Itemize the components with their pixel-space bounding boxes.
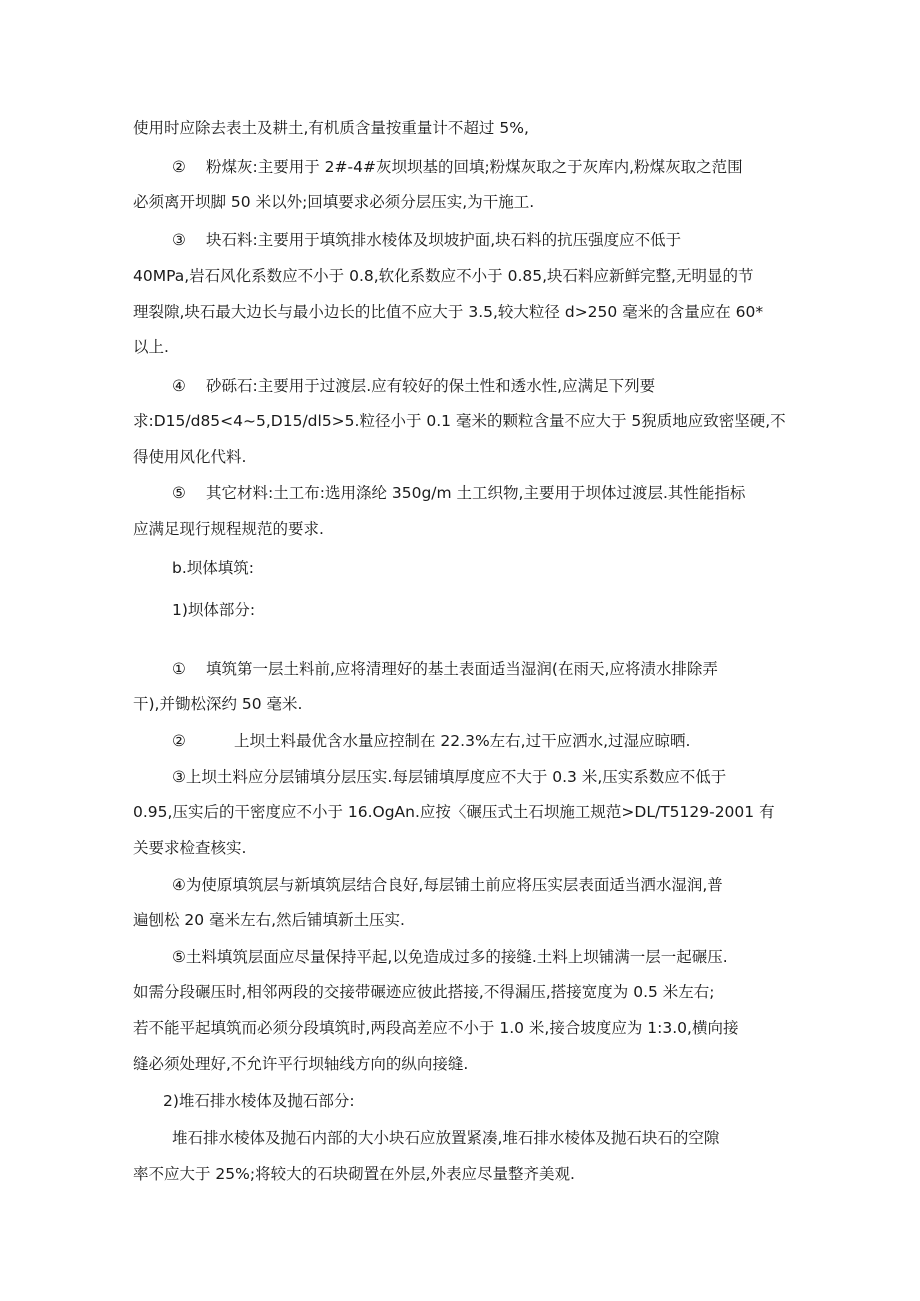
line-text: 关要求检查核实. <box>133 839 247 857</box>
line-text: 40MPa,岩石风化系数应不小于 0.8,软化系数应不小于 0.85,块石料应新鲜完整,无明显的节 <box>133 267 754 285</box>
text-line <box>133 838 246 858</box>
text-line <box>133 1054 468 1074</box>
text-line <box>133 1164 575 1184</box>
line-text: 1)坝体部分: <box>172 601 256 619</box>
line-text: 缝必须处理好,不允许平行坝轴线方向的纵向接缝. <box>133 1055 469 1073</box>
line-text: 以上. <box>133 338 169 356</box>
line-text: 理裂隙,块石最大边长与最小边长的比值不应大于 3.5,较大粒径 d>250 毫米的含量应在 60* <box>133 303 764 321</box>
line-text: 其它材料:土工布:选用涤纶 350g∕m 土工织物,主要用于坝体过渡层.其性能指标 <box>206 484 746 502</box>
text-line <box>133 1018 738 1038</box>
line-text: 块石料:主要用于填筑排水棱体及坝坡护面,块石料的抗压强度应不低于 <box>206 231 682 249</box>
line-text: 率不应大于 25%;将较大的石块砌置在外层,外表应尽量整齐美观. <box>133 1165 575 1183</box>
text-line <box>172 947 728 967</box>
text-line <box>172 659 718 679</box>
text-line <box>172 875 723 895</box>
text-line <box>133 266 753 286</box>
item-marker: ③ <box>172 231 186 249</box>
line-text: 得使用风化代料. <box>133 448 247 466</box>
line-text: ④为使原填筑层与新填筑层结合良好,每层铺土前应将压实层表面适当洒水湿润,普 <box>172 876 723 894</box>
subsection-heading <box>163 1091 355 1111</box>
subsection-heading <box>172 600 255 620</box>
line-text: 若不能平起填筑而必须分段填筑时,两段高差应不小于 1.0 米,接合坡度应为 1:3.0,横向接 <box>133 1019 739 1037</box>
line-text: 如需分段碾压时,相邻两段的交接带碾迹应彼此搭接,不得漏压,搭接宽度为 0.5 米左右; <box>133 983 715 1001</box>
text-line <box>133 118 529 138</box>
text-line <box>133 411 786 431</box>
line-text: ⑤土料填筑层面应尽量保持平起,以免造成过多的接缝.土料上坝铺满一层一起碾压. <box>172 948 728 966</box>
text-line <box>133 982 715 1002</box>
item-marker: ④ <box>172 377 186 395</box>
text-line <box>172 767 726 787</box>
line-text: 2)堆石排水棱体及抛石部分: <box>163 1092 355 1110</box>
line-text: 应满足现行规程规范的要求. <box>133 520 324 538</box>
item-marker: ⑤ <box>172 484 186 502</box>
text-line <box>133 694 302 714</box>
text-line <box>133 447 246 467</box>
text-line <box>172 230 681 250</box>
line-text: 干),并锄松深约 50 毫米. <box>133 695 303 713</box>
line-text: 必须离开坝脚 50 米以外;回填要求必须分层压实,为干施工. <box>133 193 535 211</box>
text-line <box>172 1128 719 1148</box>
text-line <box>172 157 743 177</box>
line-text: 砂砾石:主要用于过渡层.应有较好的保土性和透水性,应满足下列要 <box>206 377 656 395</box>
line-text: 填筑第一层土料前,应将清理好的基土表面适当湿润(在雨天,应将渍水排除弄 <box>206 660 718 678</box>
text-line <box>133 192 534 212</box>
line-text: 堆石排水棱体及抛石内部的大小块石应放置紧凑,堆石排水棱体及抛石块石的空隙 <box>172 1129 720 1147</box>
text-line <box>172 376 655 396</box>
text-line <box>172 731 690 751</box>
item-marker: ① <box>172 660 186 678</box>
section-heading <box>172 558 254 578</box>
line-text: 遍刨松 20 毫米左右,然后铺填新土压实. <box>133 911 405 929</box>
line-text: b.坝体填筑: <box>172 559 254 577</box>
item-marker: ② <box>172 732 186 750</box>
line-text: ③上坝土料应分层铺填分层压实.每层铺填厚度应不大于 0.3 米,压实系数应不低于 <box>172 768 727 786</box>
line-text: 求:D15∕d85<4~5,D15∕dl5>5.粒径小于 0.1 毫米的颗粒含量不应大于 5猊质地应致密坚硬,不 <box>133 412 786 430</box>
text-line <box>133 302 763 322</box>
text-line <box>133 910 405 930</box>
line-text: 使用时应除去表土及耕土,有机质含量按重量计不超过 5%, <box>133 119 529 137</box>
line-text: 0.95,压实后的干密度应不小于 16.OgAn.应按〈碾压式土石坝施工规范>DL∕T5129-2001 有 <box>133 803 775 821</box>
text-line <box>172 483 745 503</box>
line-text: 粉煤灰:主要用于 2#-4#灰坝坝基的回填;粉煤灰取之于灰库内,粉煤灰取之范围 <box>206 158 743 176</box>
item-marker: ② <box>172 158 186 176</box>
text-line <box>133 802 775 822</box>
text-line <box>133 519 324 539</box>
line-text: 上坝土料最优含水量应控制在 22.3%左右,过干应洒水,过湿应晾晒. <box>234 732 691 750</box>
text-line <box>133 337 169 357</box>
